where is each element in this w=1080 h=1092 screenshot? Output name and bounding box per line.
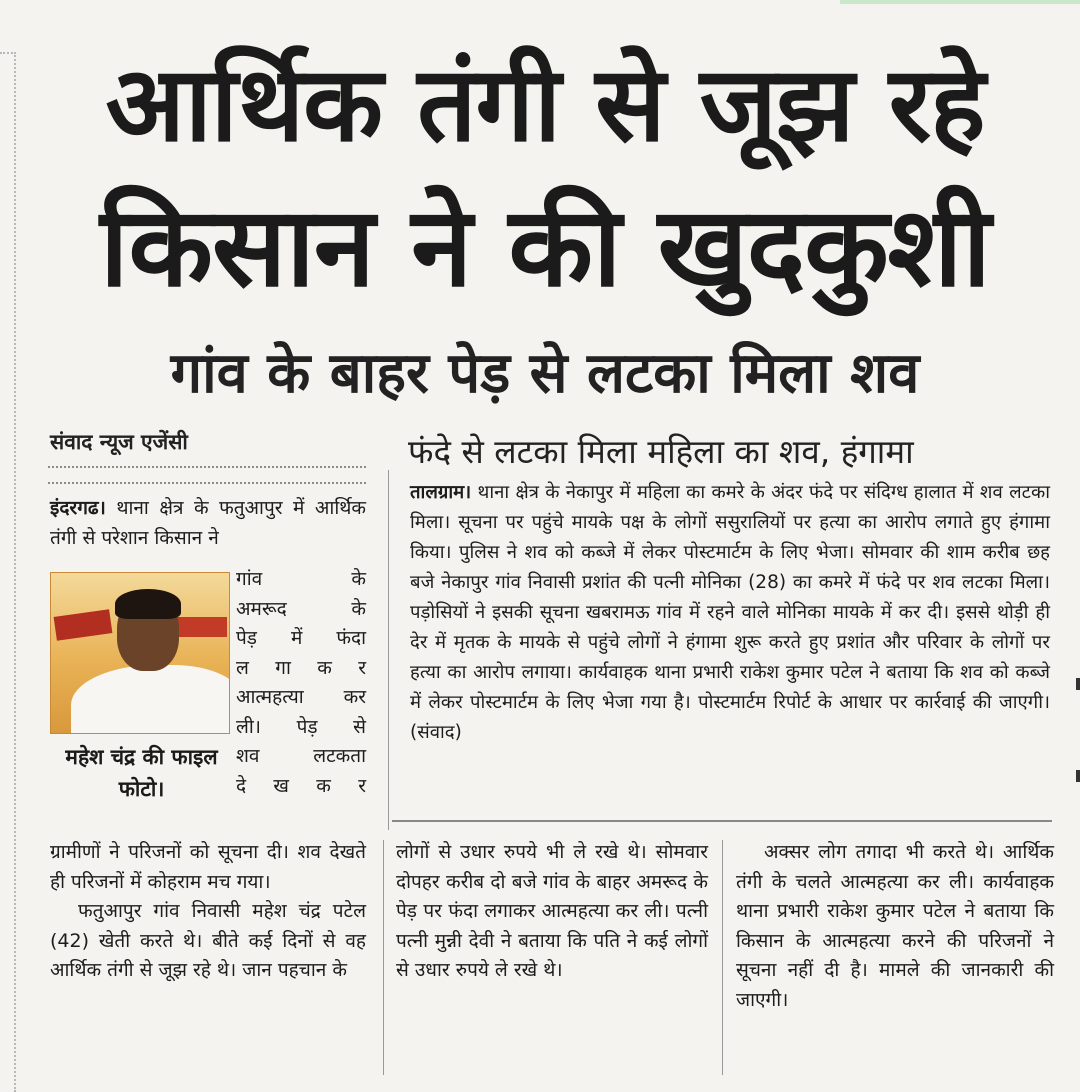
lead-text: थाना क्षेत्र के फतुआपुर में आर्थिक तंगी से परेशान किसान ने [50, 497, 366, 549]
second-story-body [410, 478, 1050, 748]
column-divider-1 [383, 840, 384, 1075]
farmer-photo [50, 572, 230, 734]
edge-mark [1076, 678, 1080, 690]
col1-paragraph-1: ग्रामीणों ने परिजनों को सूचना दी। शव देखते ही परिजनों में कोहराम मच गया। [50, 841, 366, 893]
byline-divider [48, 466, 366, 468]
main-story-col1 [50, 838, 366, 986]
headline-line-1: आर्थिक तंगी से जूझ रहे [105, 43, 985, 165]
main-story-col2 [396, 838, 708, 986]
second-story-headline: फंदे से लटका मिला महिला का शव, हंगामा [408, 432, 914, 471]
dateline: इंदरगढ। [50, 497, 106, 519]
wrap-line: पेड़ में फंदा [236, 627, 366, 649]
cut-guide-left [14, 52, 16, 1092]
byline: संवाद न्यूज एजेंसी [50, 430, 188, 454]
col3-paragraph: अक्सर लोग तगादा भी करते थे। आर्थिक तंगी के चलते आत्महत्या कर ली। कार्यवाहक थाना प्रभारी राकेश कुमार पटेल ने बताया कि किसान के आत्महत्या करने की परिजनों ने सूचना नहीं दी है। मामले की जानकारी की जाएगी। [736, 841, 1054, 1011]
subheadline: गांव के बाहर पेड़ से लटका मिला शव [170, 341, 920, 406]
photo-hair [115, 589, 181, 619]
wrap-line: ली। पेड़ से [236, 715, 366, 738]
second-dateline: तालग्राम। [410, 482, 472, 503]
col2-paragraph: लोगों से उधार रुपये भी ले रखे थे। सोमवार दोपहर करीब दो बजे गांव के बाहर अमरूद के पेड़ पर फंदा लगाकर आत्महत्या कर ली। पत्नी पत्नी मुन्नी देवी ने बताया कि पति ने कई लोगों से उधार रुपये ले रखे थे। [396, 841, 708, 981]
photo-wrap-text [236, 565, 366, 801]
wrap-line: अमरूद के [236, 597, 366, 620]
wrap-line: ल गा क र [236, 656, 366, 679]
main-story-lead [50, 494, 366, 553]
wrap-line: आत्महत्या कर [236, 686, 366, 708]
headline-line-2: किसान ने की खुदकुशी [100, 183, 990, 311]
wrap-line: शव लटकता [236, 745, 366, 767]
second-story-text: थाना क्षेत्र के नेकापुर में महिला का कमरे के अंदर फंदे पर संदिग्ध हालात में शव लटका मिला। सूचना पर पहुंचे मायके पक्ष के लोगों ससुरालियों पर हत्या का आरोप लगाते हुए हंगामा किया। पुलिस ने शव को कब्जे में लेकर पोस्टमार्टम के लिए भेजा। सोमवार की शाम करीब छह बजे नेकापुर गांव निवासी प्रशांत की पत्नी मोनिका (28) का कमरे में फंदे पर शव लटका मिला। पड़ोसियों ने इसकी सूचना खबरामऊ गांव में रहने वाले मोनिका मायके में कर दी। इससे थोड़ी ही देर में मृतक के मायके से पहुंचे लोगों ने हंगामा शुरू करते हुए प्रशांत और परिवार के लोगों पर हत्या का आरोप लगाया। कार्यवाहक थाना प्रभारी राकेश कुमार पटेल ने बताया कि शव को कब्जे में लेकर पोस्टमार्टम के लिए भेजा गया है। पोस्टमार्टम रिपोर्ट के आधार पर कार्रवाई की जाएगी। (संवाद) [410, 482, 1050, 743]
main-story-col3 [736, 838, 1054, 1015]
second-story-bottom-rule [392, 820, 1052, 822]
top-edge-strip [840, 0, 1080, 4]
byline-divider-2 [48, 482, 366, 484]
edge-mark-2 [1076, 770, 1080, 782]
photo-banner [54, 609, 113, 641]
col1-paragraph-2: फतुआपुर गांव निवासी महेश चंद्र पटेल (42) खेती करते थे। बीते कई दिनों से वह आर्थिक तंगी से जूझ रहे थे। जान पहचान के [50, 900, 366, 981]
column-divider-2 [722, 840, 723, 1075]
photo-caption: महेश चंद्र की फाइल फोटो। [65, 745, 218, 801]
column-divider-upper [388, 470, 389, 830]
photo-shirt [71, 665, 230, 734]
wrap-line: दे ख क र [236, 774, 366, 797]
wrap-line: गांव के [236, 568, 366, 590]
